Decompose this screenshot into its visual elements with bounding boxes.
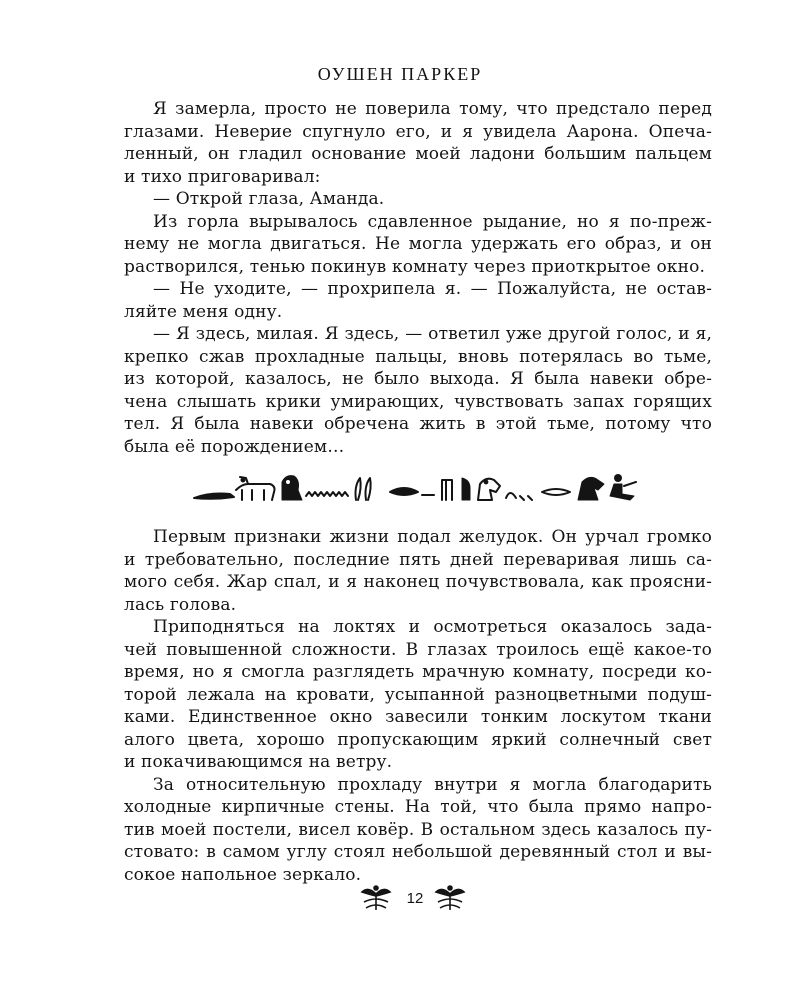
hieroglyph-divider-icon [190,468,650,508]
text-line: Первым признаки жизни подал желудок. Он урчал громко [153,527,712,547]
text-line: алого цвета, хорошо пропускающим яркий солнечный свет [124,729,712,750]
text-line: из которой, казалось, не было выхода. Я была навеки обре- [124,369,712,389]
text-line: За относительную прохладу внутри я могла благодарить [153,774,712,795]
text-line: — Открой глаза, Аманда. [153,189,385,209]
text-line: и тихо приговаривал: [124,166,321,187]
text-line: была её порождением… [124,436,345,457]
text-line: тив моей постели, висел ковёр. В остальном здесь казалось пу- [124,819,712,840]
text-line: время, но я смогла разглядеть мрачную комнату, посреди ко- [124,662,712,682]
text-line: ками. Единственное окно завесили тонким лоскутом ткани [124,707,712,727]
text-line: крепко сжав прохладные пальцы, вновь потерялась во тьме, [124,346,712,367]
lotus-ornament-icon [358,882,394,912]
text-line: мого себя. Жар спал, и я наконец почувствовала, как проясни- [124,572,712,592]
text-line: и требовательно, последние пять дней переваривая лишь са- [124,549,712,570]
text-line: чена слышать крики умирающих, чувствовать запах горящих [124,391,712,412]
text-line: Приподняться на локтях и осмотреться оказалось зада- [153,617,712,637]
text-section-2 [124,526,712,886]
text-line: холодные кирпичные стены. На той, что была прямо напро- [124,797,712,817]
text-line: торой лежала на кровати, усыпанной разноцветными подуш- [124,684,712,705]
text-line: глазами. Неверие спугнуло его, и я увидела Аарона. Опеча- [124,121,712,142]
running-header: ОУШЕН ПАРКЕР [317,64,483,84]
text-line: растворился, тенью покинув комнату через приоткрытое окно. [124,256,706,277]
text-line: ляйте меня одну. [124,301,283,322]
text-line: тел. Я была навеки обречена жить в этой тьме, потому что [124,414,712,434]
text-line: лась голова. [124,594,237,615]
text-section-1 [124,98,712,458]
text-line: чей повышенной сложности. В глазах троилось ещё какое-то [124,639,712,660]
page-footer [0,882,800,912]
text-line: и покачивающимся на ветру. [124,752,393,772]
text-line: нему не могла двигаться. Не могла удержать его образ, и он [124,234,712,254]
text-line: Я замерла, просто не поверила тому, что предстало перед [153,99,712,119]
page-number: 12 [406,890,424,907]
text-line: — Не уходите, — прохрипела я. — Пожалуйста, не остав- [153,279,712,299]
text-line: — Я здесь, милая. Я здесь, — ответил уже другой голос, и я, [153,324,712,344]
text-line: сокое напольное зеркало. [124,864,362,885]
text-line: стовато: в самом углу стоял небольшой деревянный стол и вы- [124,842,712,862]
text-line: ленный, он гладил основание моей ладони большим пальцем [124,144,712,164]
text-line: Из горла вырывалось сдавленное рыдание, но я по-преж- [153,211,712,232]
lotus-ornament-icon [432,882,468,912]
